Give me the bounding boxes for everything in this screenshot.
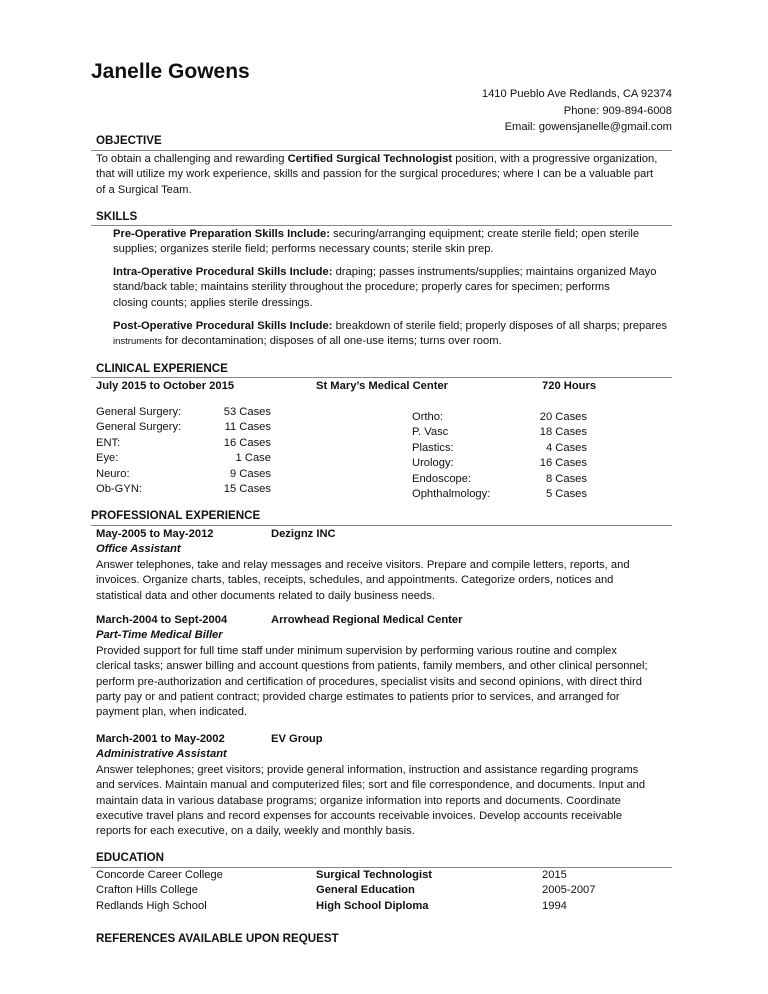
case-row: P. Vasc 18 Cases — [412, 426, 587, 439]
job-ev-group: March-2001 to May-2002 EV Group Administrative Assistant Answer telephones; greet visitors; provide general information, instruction and assistance regarding programs and services. Maintain manual and computerized files; sort and file correspondence, and documents. Input and maintain data in various database programs; organize information into reports and documents. Coordinate executive travel plans and record expenses for accounts receivable invoices. Develop accounts receivable reports for each executive, on a daily, weekly and monthly basis. — [96, 733, 646, 838]
skills-rule — [91, 225, 672, 226]
professional-rule — [91, 525, 672, 526]
case-row: Eye: 1 Case — [96, 452, 271, 465]
skills-post-op: Post-Operative Procedural Skills Include: breakdown of sterile field; properly disposes of all sharps; prepares instruments for decontamination; disposes of all one-use items; turns over room. — [113, 320, 668, 348]
case-row: General Surgery: 53 Cases — [96, 406, 271, 418]
education-heading: EDUCATION — [96, 851, 165, 864]
case-row: Ophthalmology: 5 Cases — [412, 487, 587, 500]
job-dezignz: May-2005 to May-2012 Dezignz INC Office Assistant Answer telephones, take and relay messages and receive visitors. Prepare and compile letters, reports, and invoices. Organize charts, tables, receipts, schedules, and appointments. Categorize orders, notices and statistical data and other documents related to daily business needs. — [96, 528, 630, 602]
education-row: Crafton Hills College General Education 2005-2007 — [96, 884, 596, 897]
skills-heading: SKILLS — [96, 210, 138, 223]
job-arrowhead: March-2004 to Sept-2004 Arrowhead Regional Medical Center Part-Time Medical Biller Provided support for full time staff under minimum supervision by performing various routine and complex clerical tasks; answer billing and account questions from patients, family members, and other clinical personnel; perform pre-authorization and certification of procedures, specialist visits and second opinions, with direct third party pay or and patient contract; provided charge estimates to patients prior to services, and arranged for payment plan, when indicated. — [96, 614, 648, 719]
contact-phone: Phone: 909-894-6008 — [563, 104, 672, 117]
clinical-cases-left — [96, 405, 271, 497]
clinical-rule — [91, 377, 672, 378]
case-row: Plastics: 4 Cases — [412, 441, 587, 454]
contact-email: Email: gowensjanelle@gmail.com — [504, 121, 672, 133]
case-row: General Surgery: 11 Cases — [96, 421, 271, 434]
clinical-place: St Mary’s Medical Center — [316, 380, 449, 392]
education-row: Concorde Career College Surgical Technologist 2015 — [96, 869, 567, 881]
objective-heading: OBJECTIVE — [96, 134, 162, 147]
clinical-hours: 720 Hours — [542, 380, 597, 392]
case-row: ENT: 16 Cases — [96, 436, 271, 449]
education-row: Redlands High School High School Diploma 1994 — [96, 899, 567, 912]
clinical-heading: CLINICAL EXPERIENCE — [96, 362, 228, 375]
professional-heading: PROFESSIONAL EXPERIENCE — [91, 509, 261, 522]
education-table — [96, 868, 676, 914]
case-row: Endoscope: 8 Cases — [412, 472, 587, 485]
references-note: REFERENCES AVAILABLE UPON REQUEST — [96, 932, 339, 945]
case-row: Ortho: 20 Cases — [412, 411, 587, 423]
contact-block — [482, 86, 672, 136]
objective-rule — [91, 150, 672, 151]
applicant-name: Janelle Gowens — [91, 60, 250, 83]
objective-text: To obtain a challenging and rewarding Certified Surgical Technologist position, with a progressive organization, that will utilize my work experience, skills and passion for the surgical procedures; where I can be a valuable part of a Surgical Team. — [96, 153, 658, 196]
skills-intra-op: Intra-Operative Procedural Skills Include: draping; passes instruments/supplies; maintains organized Mayo stand/back table; maintains sterility throughout the procedure; properly cares for specimen; performs closing counts; applies sterile dressings. — [113, 266, 657, 309]
skills-pre-op: Pre-Operative Preparation Skills Include: securing/arranging equipment; create sterile field; open sterile supplies; organizes sterile field; performs necessary counts; sterile skin prep. — [113, 228, 640, 256]
contact-address: 1410 Pueblo Ave Redlands, CA 92374 — [481, 88, 672, 100]
case-row: Ob-GYN: 15 Cases — [96, 482, 271, 495]
case-row: Urology: 16 Cases — [412, 457, 587, 470]
clinical-dates: July 2015 to October 2015 — [96, 380, 235, 392]
clinical-cases-right — [412, 410, 587, 502]
case-row: Neuro: 9 Cases — [96, 467, 271, 480]
